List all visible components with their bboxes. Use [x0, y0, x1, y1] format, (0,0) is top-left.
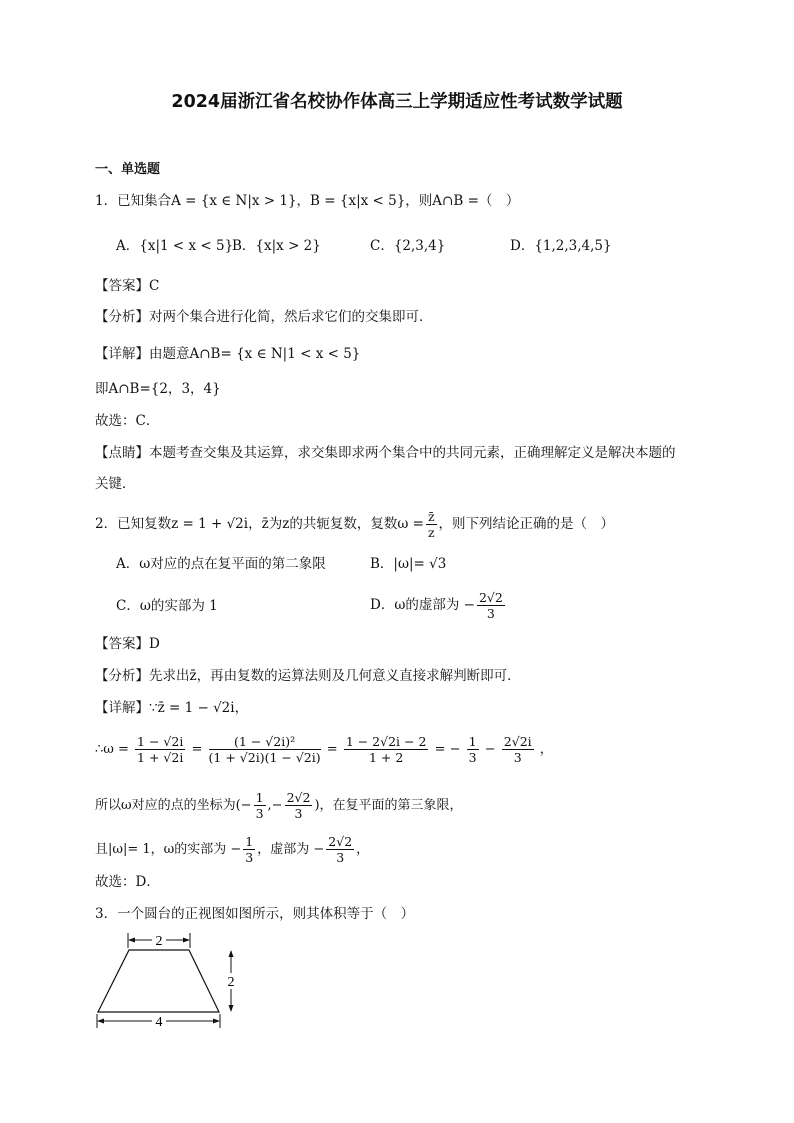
fraction-numerator: z̄ [427, 509, 435, 524]
q2-stem-part-a: 2．已知复数z = 1 + √2i， [95, 516, 262, 532]
q1-option-a: A．{x|1 < x < 5} [116, 238, 234, 254]
fraction-denominator: 3 [255, 806, 264, 821]
calc-fraction-4 [467, 734, 479, 765]
calc-equals-2: = [326, 742, 338, 757]
q1-analysis-line [95, 307, 433, 327]
fraction-denominator: 3 [336, 850, 345, 865]
q1-option-b: B．{x|x > 2} [232, 238, 321, 254]
calc-prefix: ∴ω = [95, 742, 129, 757]
q2-answer: D [149, 636, 160, 652]
calc-minus: − [484, 742, 496, 757]
trapezoid-shape [98, 950, 219, 1012]
fraction-denominator: 1 + 2 [368, 750, 404, 765]
analysis-tag: 【分析】 [95, 309, 149, 325]
answer-tag: 【答案】 [95, 278, 149, 294]
q2-analysis: 先求出z̄，再由复数的运算法则及几何意义直接求解判断即可． [149, 668, 521, 684]
mod-fraction-1 [243, 834, 255, 865]
fraction-numerator: 2√2 [286, 790, 311, 805]
coord-mid: ,− [267, 798, 283, 813]
bottom-length-label: 4 [155, 1015, 163, 1030]
calc-fraction-2 [209, 734, 321, 765]
mod-suffix: ， [356, 842, 370, 857]
comment-tag: 【点睛】 [95, 445, 149, 461]
fraction-denominator: 1 + √2i [137, 750, 184, 765]
fraction-denominator: z [427, 525, 435, 540]
arrow-left [97, 1019, 104, 1024]
fraction-numerator: 1 [255, 790, 264, 805]
fraction-denominator: 3 [468, 750, 477, 765]
arrow-left [128, 938, 135, 943]
fraction-denominator: 3 [513, 750, 522, 765]
q1-comment-line [95, 443, 676, 463]
q2-stem [95, 509, 614, 540]
calc-end: ， [539, 742, 553, 757]
detail-tag: 【详解】 [95, 700, 149, 716]
q2-option-d-text: D．ω的虚部为 − [370, 597, 475, 613]
fraction-numerator: 2√2 [478, 590, 503, 605]
fraction-numerator: (1 − √2i)² [209, 734, 321, 750]
q2-option-b: B．|ω|= √3 [370, 556, 447, 572]
frustum-front-view-figure [90, 928, 250, 1032]
fraction-numerator: 1 [468, 734, 477, 749]
fraction-numerator: 2√2 [328, 834, 353, 849]
fraction-denominator: 3 [486, 606, 495, 621]
q2-analysis-line [95, 666, 521, 686]
q2-stem-part-c: ，则下列结论正确的是（ ） [438, 516, 615, 532]
fraction-numerator: 1 − √2i [137, 734, 184, 749]
height-label: 2 [227, 975, 235, 990]
q1-comment-continuation: 关键． [95, 476, 136, 492]
q1-option-d: D．{1,2,3,4,5} [510, 238, 612, 254]
q1-answer: C [149, 278, 160, 294]
arrow-right [183, 938, 190, 943]
q1-option-c: C．{2,3,4} [370, 238, 446, 254]
calc-fraction-5 [502, 734, 534, 765]
fraction-denominator: 3 [294, 806, 303, 821]
calc-fraction-1 [135, 734, 185, 765]
arrow-up [229, 950, 234, 957]
q1-answer-line [95, 276, 159, 296]
coord-suffix: )，在复平面的第三象限， [314, 798, 463, 813]
fraction-numerator: 2√2i [503, 734, 532, 749]
calc-fraction-3 [344, 734, 429, 765]
top-length-label: 2 [155, 934, 163, 949]
q1-choose: 故选：C． [95, 413, 160, 429]
q2-option-d [370, 590, 507, 621]
coord-fraction-1 [254, 790, 266, 821]
q1-comment: 本题考查交集及其运算，求交集即求两个集合中的共同元素，正确理解定义是解决本题的 [149, 445, 676, 461]
q2-option-a: A．ω对应的点在复平面的第二象限 [116, 556, 326, 572]
arrow-down [229, 1005, 234, 1012]
q2-detail: ∵z̄ = 1 − √2i， [149, 700, 249, 716]
q2-answer-line [95, 634, 160, 654]
coord-fraction-2 [285, 790, 313, 821]
fraction-denominator: (1 + √2i)(1 − √2i) [208, 750, 321, 765]
q2-stem-fraction [426, 509, 437, 540]
page-title: 2024届浙江省名校协作体高三上学期适应性考试数学试题 [171, 92, 623, 112]
detail-tag: 【详解】 [95, 346, 149, 362]
mod-mid: ，虚部为 − [257, 842, 325, 857]
calc-equals-1: = [191, 742, 203, 757]
q1-analysis: 对两个集合进行化简，然后求它们的交集即可． [149, 309, 433, 325]
q1-detail-line [95, 344, 360, 364]
section-heading: 一、单选题 [95, 162, 161, 177]
analysis-tag: 【分析】 [95, 668, 149, 684]
coord-prefix: 所以ω对应的点的坐标为(− [95, 798, 252, 813]
q3-stem: 3．一个圆台的正视图如图所示，则其体积等于（ ） [95, 906, 415, 922]
q2-stem-part-b: z̄为z的共轭复数，复数ω = [261, 516, 424, 532]
calc-equals-3: = − [434, 742, 461, 757]
q2-option-d-fraction [477, 590, 505, 621]
fraction-numerator: 1 [245, 834, 254, 849]
q2-calculation [95, 734, 553, 765]
q1-stem: 1．已知集合A = {x ∈ N|x > 1}，B = {x|x < 5}，则A∩B =（ ） [95, 193, 520, 209]
mod-fraction-2 [326, 834, 354, 865]
fraction-denominator: 3 [245, 850, 254, 865]
q2-modulus-line [95, 834, 369, 865]
answer-tag: 【答案】 [95, 636, 149, 652]
q2-option-c: C．ω的实部为 1 [116, 598, 218, 614]
q2-coordinate-line [95, 790, 463, 821]
fraction-numerator: 1 − 2√2i − 2 [345, 734, 427, 749]
q2-detail-line [95, 698, 248, 718]
q2-choose: 故选：D． [95, 874, 160, 890]
arrow-right [213, 1019, 220, 1024]
q1-result-line: 即A∩B={2，3，4} [95, 381, 221, 397]
q1-detail: 由题意A∩B= {x ∈ N|1 < x < 5} [149, 346, 361, 362]
mod-prefix: 且|ω|= 1，ω的实部为 − [95, 842, 242, 857]
